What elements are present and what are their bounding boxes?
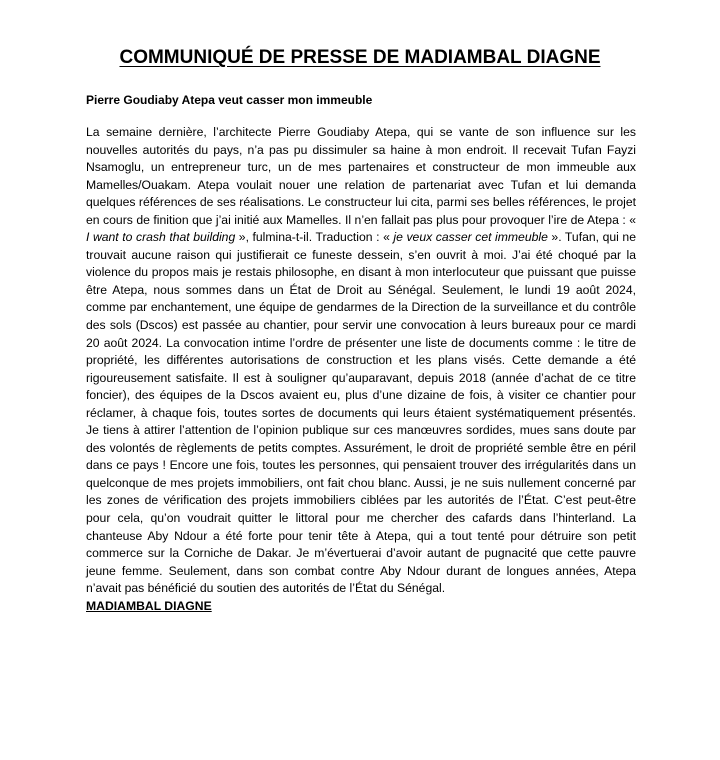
article-body	[86, 124, 636, 615]
body-text-part3: ». Tufan, qui ne trouvait aucune raison qui justifierait ce funeste dessein, s’en ouvrit à moi. J’ai été choqué par la violence du propos mais je restais philosophe, en disant à mon interlocuteur que puissant que puisse être Atepa, nous sommes dans un État de Droit au Sénégal. Seulement, le lundi 19 août 2024, comme par enchantement, une équipe de gendarmes de la Direction de la surveillance et du contrôle des sols (Dscos) est passée au chantier, pour servir une convocation à leurs bureaux pour ce mardi 20 août 2024. La convocation intime l’ordre de présenter une liste de documents comme : le titre de propriété, les différentes autorisations de construction et les plans visés. Cette demande a été rigoureusement satisfaite. Il est à souligner qu’auparavant, depuis 2018 (année d’achat de ce titre foncier), des équipes de la Dscos avaient eu, plus d’une dizaine de fois, à visiter ce chantier pour réclamer, à chaque fois, toutes sortes de documents qui leurs étaient systématiquement présentés. Je tiens à attirer l’attention de l’opinion publique sur ces manœuvres sordides, mues sans doute par des volontés de règlements de petits comptes. Assurément, le droit de propriété semble être en péril dans ce pays ! Encore une fois, toutes les personnes, qui pensaient trouver des irrégularités dans un quelconque de mes projets immobiliers, ont fait chou blanc. Aussi, je ne suis nullement concerné par les zones de vérification des projets immobiliers ciblées par les autorités de l’État. C’est peut-être pour cela, qu’on voudrait quitter le littoral pour me chercher des cafards dans l’hinterland. La chanteuse Aby Ndour a été forte pour tenir tête à Atepa, qui a tout tenté pour détruire son petit commerce sur la Corniche de Dakar. Je m’évertuerai d’avoir autant de pugnacité que cette pauvre jeune femme. Seulement, dans son combat contre Aby Ndour durant de longues années, Atepa n’avait pas bénéficié du soutien des autorités de l’État du Sénégal.	[86, 230, 636, 596]
article-subtitle: Pierre Goudiaby Atepa veut casser mon immeuble	[86, 93, 373, 107]
french-quote: je veux casser cet immeuble	[393, 230, 548, 245]
body-text-part1: La semaine dernière, l’architecte Pierre Goudiaby Atepa, qui se vante de son influence sur les nouvelles autorités du pays, n’a pas pu dissimuler sa haine à mon endroit. Il recevait Tufan Fayzi Nsamoglu, un entrepreneur turc, un de mes partenaires et constructeur de mon immeuble aux Mamelles/Ouakam. Atepa voulait nouer une relation de partenariat avec Tufan et lui demanda quelques références de ses réalisations. Le constructeur lui cita, parmi ses belles références, le projet en cours de finition que j’ai initié aux Mamelles. Il n’en fallait pas plus pour provoquer l’ire de Atepa : «	[86, 125, 636, 227]
english-quote: I want to crash that building	[86, 230, 236, 245]
page-title: COMMUNIQUÉ DE PRESSE DE MADIAMBAL DIAGNE	[119, 47, 601, 68]
body-paragraph	[86, 124, 636, 598]
body-text-part2: », fulmina-t-il. Traduction : «	[235, 230, 394, 245]
signature: MADIAMBAL DIAGNE	[86, 598, 212, 613]
